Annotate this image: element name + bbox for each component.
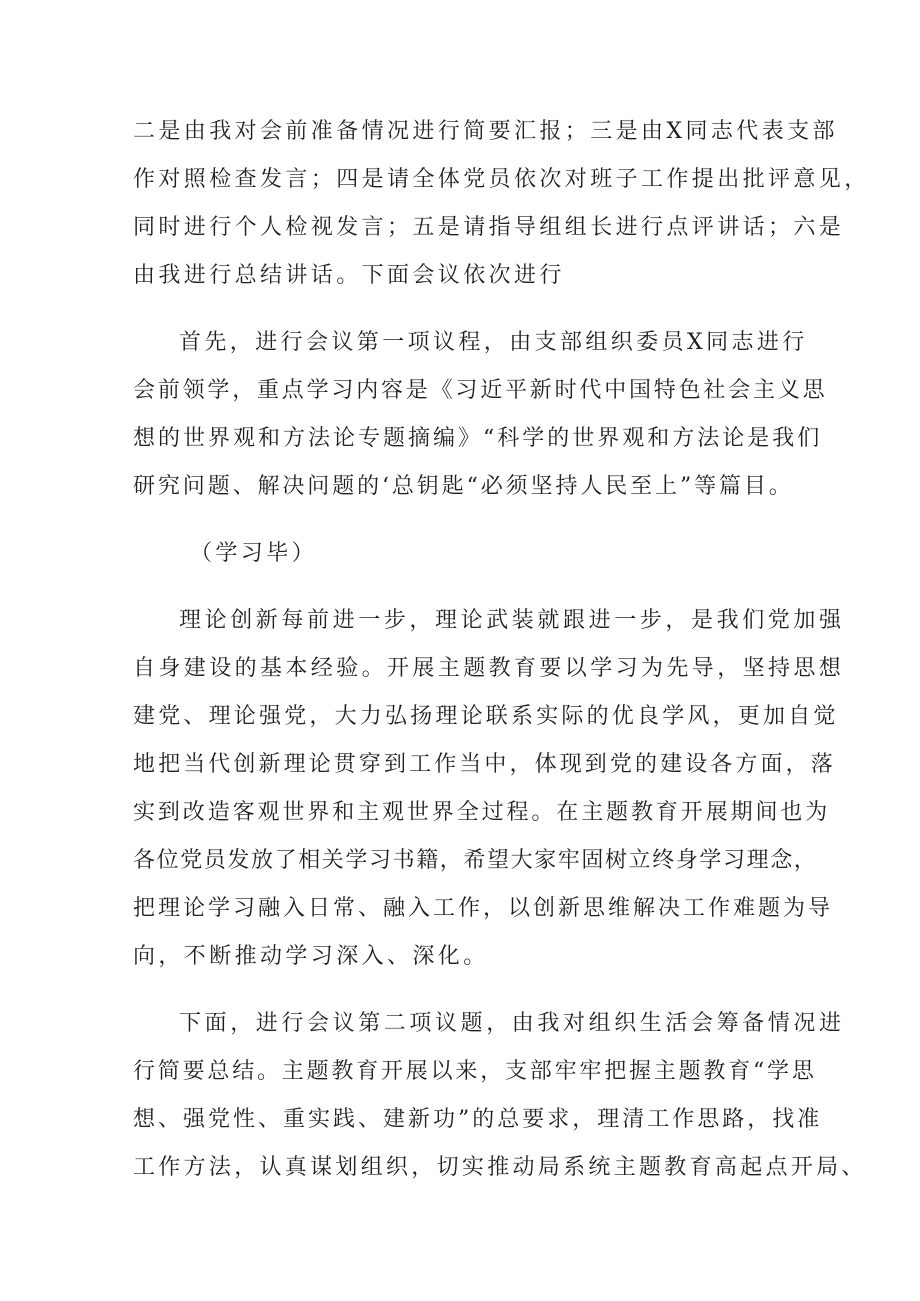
text-line: 自身建设的基本经验。开展主题教育要以学习为先导，坚持思想 [133, 656, 845, 681]
text-line: 研究问题、解决问题的‘总钥匙“必须坚持人民至上”等篇目。 [133, 474, 794, 499]
text-line: 想的世界观和方法论专题摘编》“科学的世界观和方法论是我们 [133, 426, 823, 451]
text-line: 理论创新每前进一步，理论武装就跟进一步，是我们党加强 [179, 608, 845, 633]
text-line: 地把当代创新理论贯穿到工作当中，体现到党的建设各方面，落 [133, 752, 836, 777]
text-line: 实到改造客观世界和主观世界全过程。在主题教育开展期间也为 [133, 800, 831, 825]
text-line: 作对照检查发言；四是请全体党员依次对班子工作提出批评意见， [133, 167, 870, 192]
text-line: 建党、理论强党，大力弘扬理论联系实际的优良学风，更加自觉 [133, 704, 839, 729]
text-line: 各位党员发放了相关学习书籍，希望大家牢固树立终身学习理念， [133, 848, 818, 873]
text-line: 向，不断推动学习深入、深化。 [133, 944, 489, 969]
text-line: 想、强党性、重实践、建新功”的总要求，理清工作思路，找准 [133, 1107, 823, 1132]
text-line: 同时进行个人检视发言；五是请指导组组长进行点评讲话；六是 [133, 215, 845, 240]
text-line: 行简要总结。主题教育开展以来，支部牢牢把握主题教育“学思 [133, 1059, 817, 1084]
text-line: 二是由我对会前准备情况进行简要汇报；三是由X同志代表支部 [133, 119, 838, 144]
text-line: 由我进行总结讲话。下面会议依次进行 [133, 263, 565, 288]
text-line: 下面，进行会议第二项议题，由我对组织生活会筹备情况进 [179, 1011, 845, 1036]
text-line: 把理论学习融入日常、融入工作，以创新思维解决工作难题为导 [133, 896, 834, 921]
text-line: 工作方法，认真谋划组织，切实推动局系统主题教育高起点开局、 [133, 1155, 867, 1180]
text-line: （学习毕） [190, 541, 318, 566]
text-line: 首先，进行会议第一项议程，由支部组织委员X同志进行 [179, 330, 808, 355]
text-line: 会前领学，重点学习内容是《习近平新时代中国特色社会主义思 [133, 378, 828, 403]
